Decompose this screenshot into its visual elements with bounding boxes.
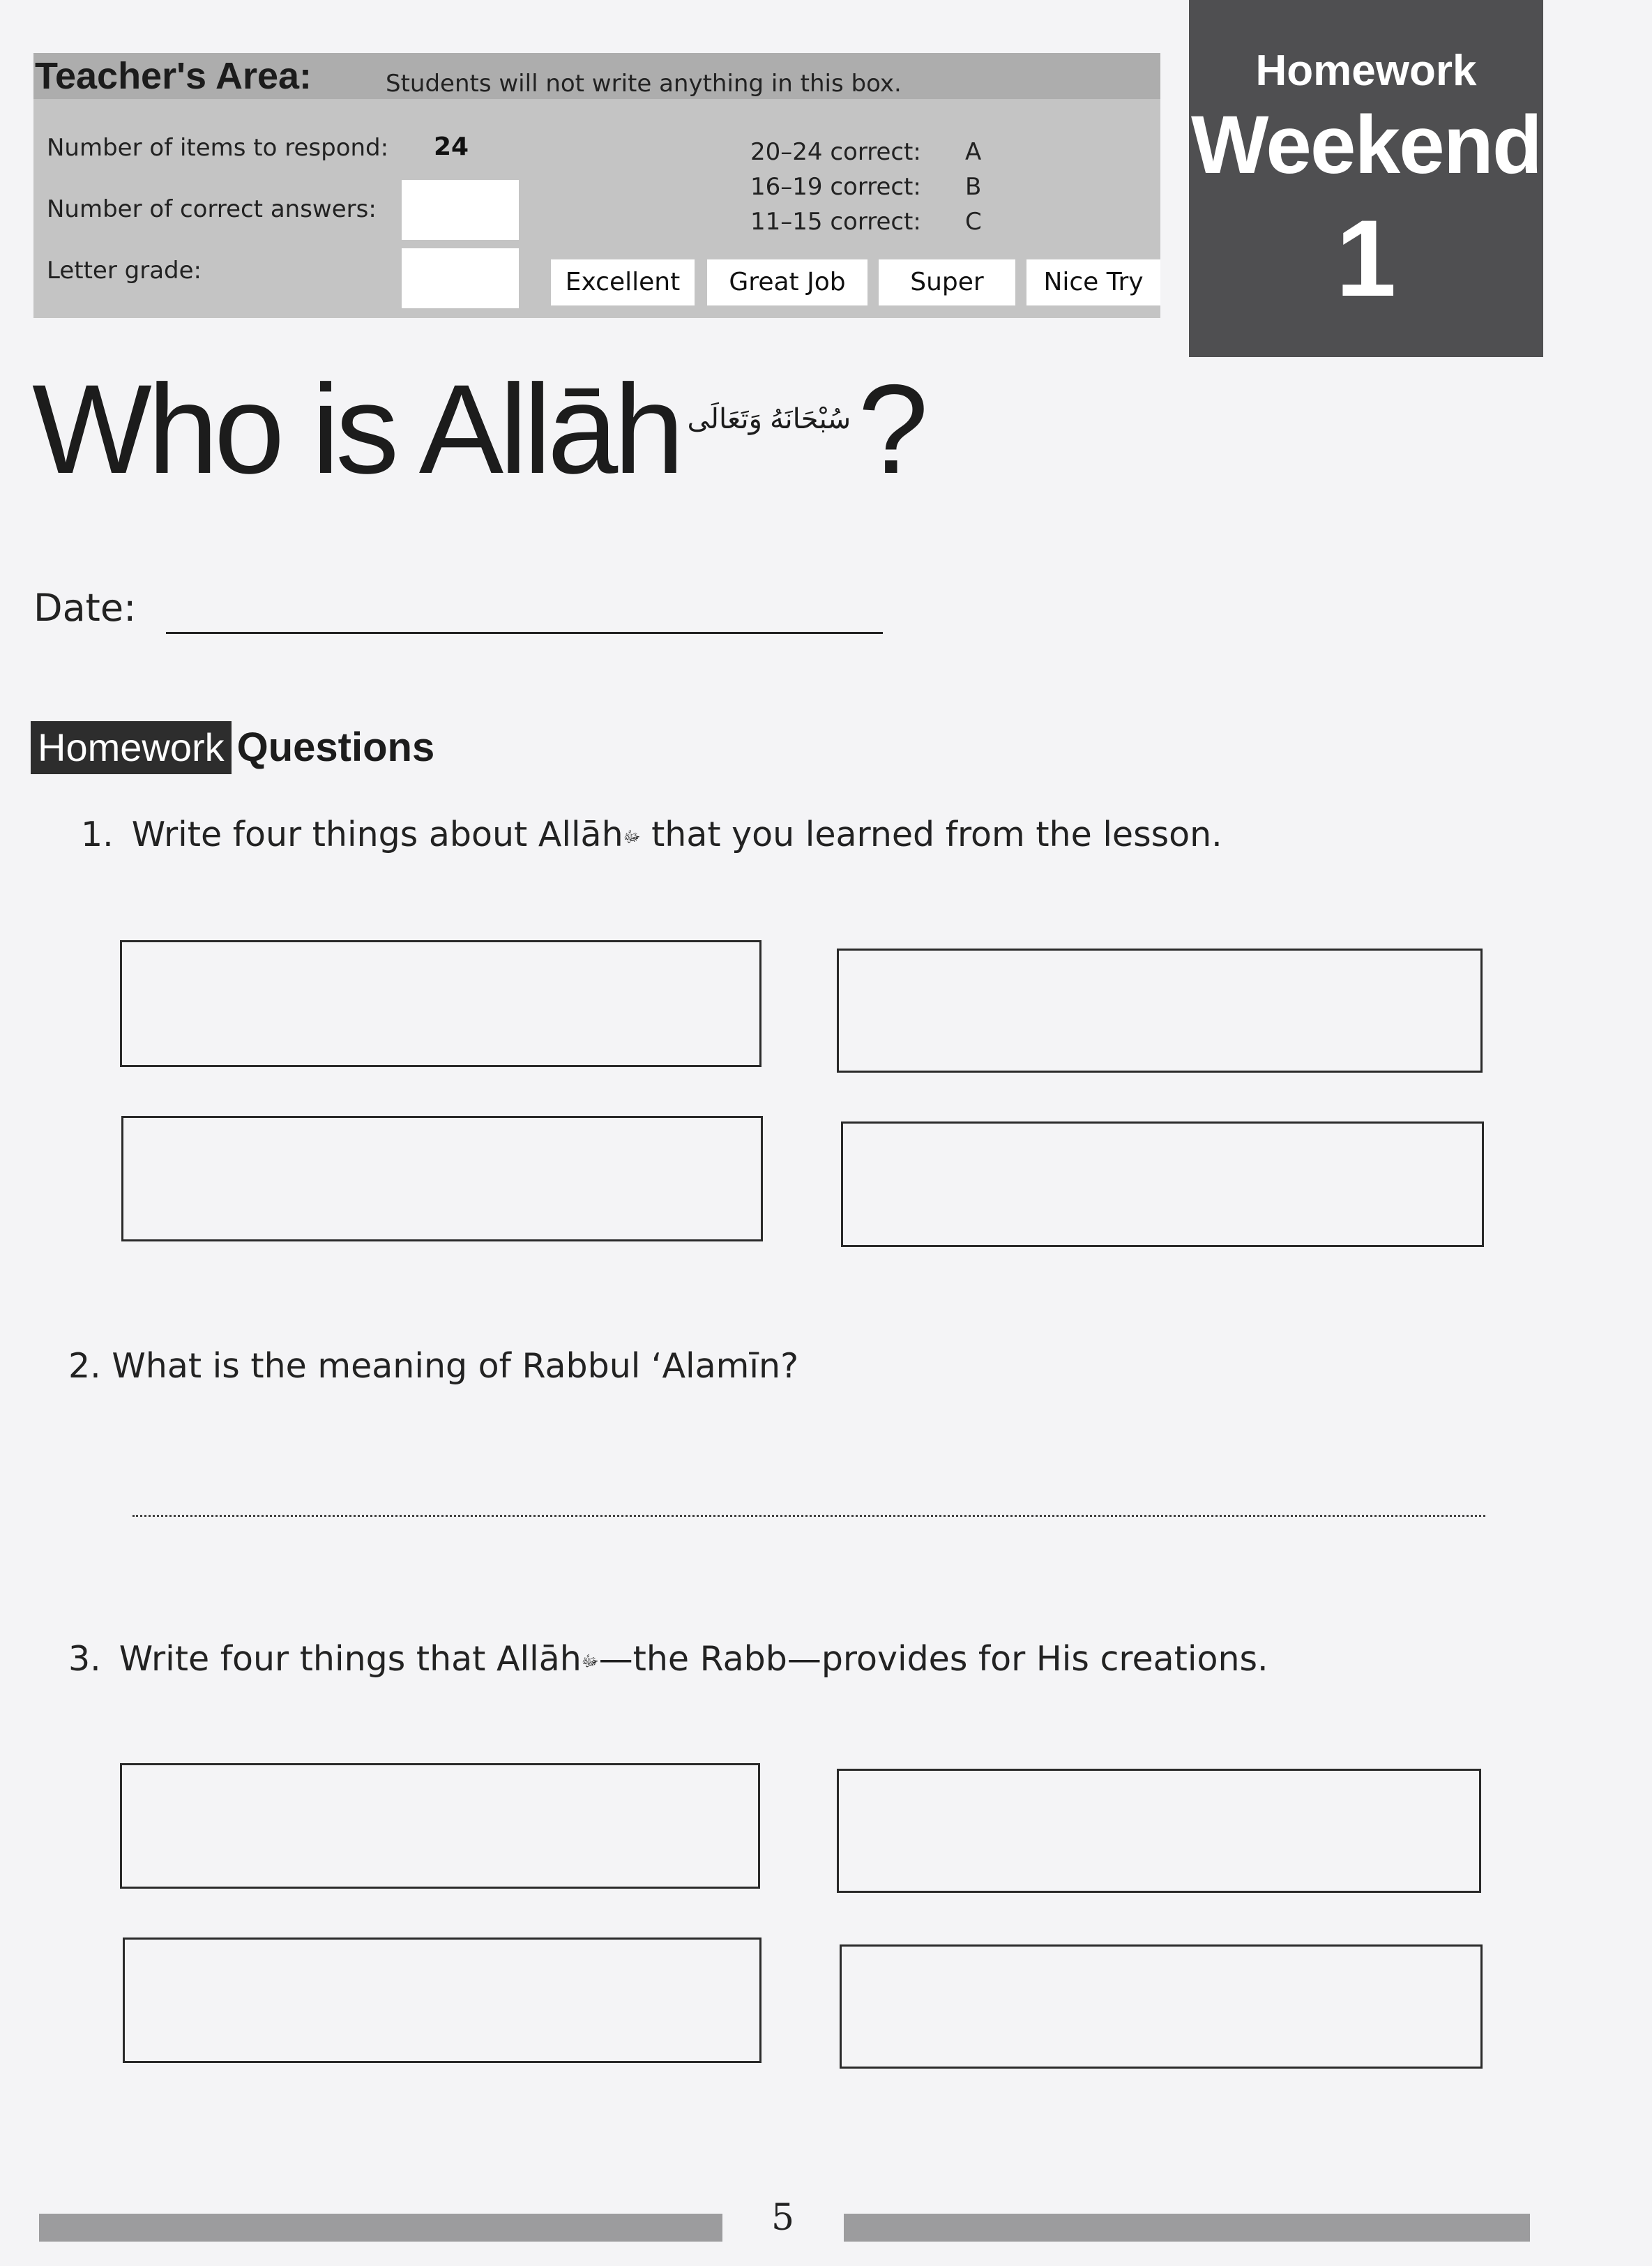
question-text: Write four things about Allāh [131, 815, 623, 854]
question-1 [81, 815, 1222, 854]
correct-answers-box[interactable] [402, 180, 519, 240]
answer-line-2[interactable] [132, 1515, 1485, 1517]
answer-box-3c[interactable] [123, 1938, 761, 2063]
teacher-area-subtitle: Students will not write anything in this box. [386, 70, 902, 98]
section-header-questions: Questions [236, 725, 435, 770]
teacher-area-box [33, 53, 1160, 318]
page-number: 5 [771, 2197, 795, 2239]
page-title [32, 359, 924, 499]
answer-box-1d[interactable] [841, 1121, 1484, 1247]
rating-excellent[interactable]: Excellent [551, 259, 695, 305]
rating-super[interactable]: Super [879, 259, 1015, 305]
letter-grade-box[interactable] [402, 248, 519, 308]
items-value: 24 [434, 133, 469, 161]
section-header [31, 721, 434, 774]
date-input-line[interactable] [166, 632, 883, 634]
question-3 [68, 1639, 1268, 1679]
weekend-label: Weekend [1191, 99, 1541, 191]
answer-box-1a[interactable] [120, 940, 761, 1067]
homework-weekend-block [1189, 0, 1543, 357]
answer-box-3a[interactable] [120, 1763, 760, 1889]
date-label: Date: [33, 586, 137, 630]
grade-scale-letter: B [965, 173, 982, 201]
items-label: Number of items to respond: [47, 134, 389, 162]
rating-great-job[interactable]: Great Job [707, 259, 867, 305]
title-text: Who is Allāh [32, 358, 681, 500]
answer-box-3d[interactable] [840, 1944, 1483, 2069]
footer-bar-left [39, 2214, 722, 2242]
answer-box-3b[interactable] [837, 1769, 1481, 1893]
question-number: 3. [68, 1639, 101, 1679]
answer-box-1c[interactable] [121, 1116, 763, 1241]
weekend-number: 1 [1335, 198, 1397, 319]
grade-scale-range: 16–19 correct: [750, 173, 921, 201]
teacher-area-header [33, 53, 1160, 99]
grade-scale-letter: A [965, 138, 982, 166]
question-number: 1. [81, 815, 114, 854]
honorific-glyph: ﷻ [581, 1653, 599, 1670]
question-text: What is the meaning of Rabbul ‘Alamīn? [112, 1346, 799, 1386]
question-number: 2. [68, 1346, 101, 1386]
grade-scale-range: 20–24 correct: [750, 138, 921, 166]
grade-scale-range: 11–15 correct: [750, 208, 921, 236]
honorific-glyph: سُبْحَانَهُ وَتَعَالَى [687, 404, 851, 435]
homework-label: Homework [1255, 47, 1477, 95]
footer-bar-right [844, 2214, 1530, 2242]
honorific-glyph: ﷻ [623, 829, 641, 846]
grade-scale-letter: C [965, 208, 982, 236]
question-2 [68, 1346, 798, 1386]
letter-grade-label: Letter grade: [47, 257, 202, 285]
rating-nice-try[interactable]: Nice Try [1026, 259, 1160, 305]
teacher-area-title: Teacher's Area: [35, 55, 312, 97]
title-question-mark: ? [858, 358, 925, 500]
answer-box-1b[interactable] [837, 949, 1483, 1073]
question-text: that you learned from the lesson. [640, 815, 1222, 854]
correct-answers-label: Number of correct answers: [47, 195, 377, 223]
question-text: Write four things that Allāh [119, 1639, 582, 1679]
section-header-homework: Homework [31, 721, 232, 774]
question-text: —the Rabb—provides for His creations. [598, 1639, 1268, 1679]
